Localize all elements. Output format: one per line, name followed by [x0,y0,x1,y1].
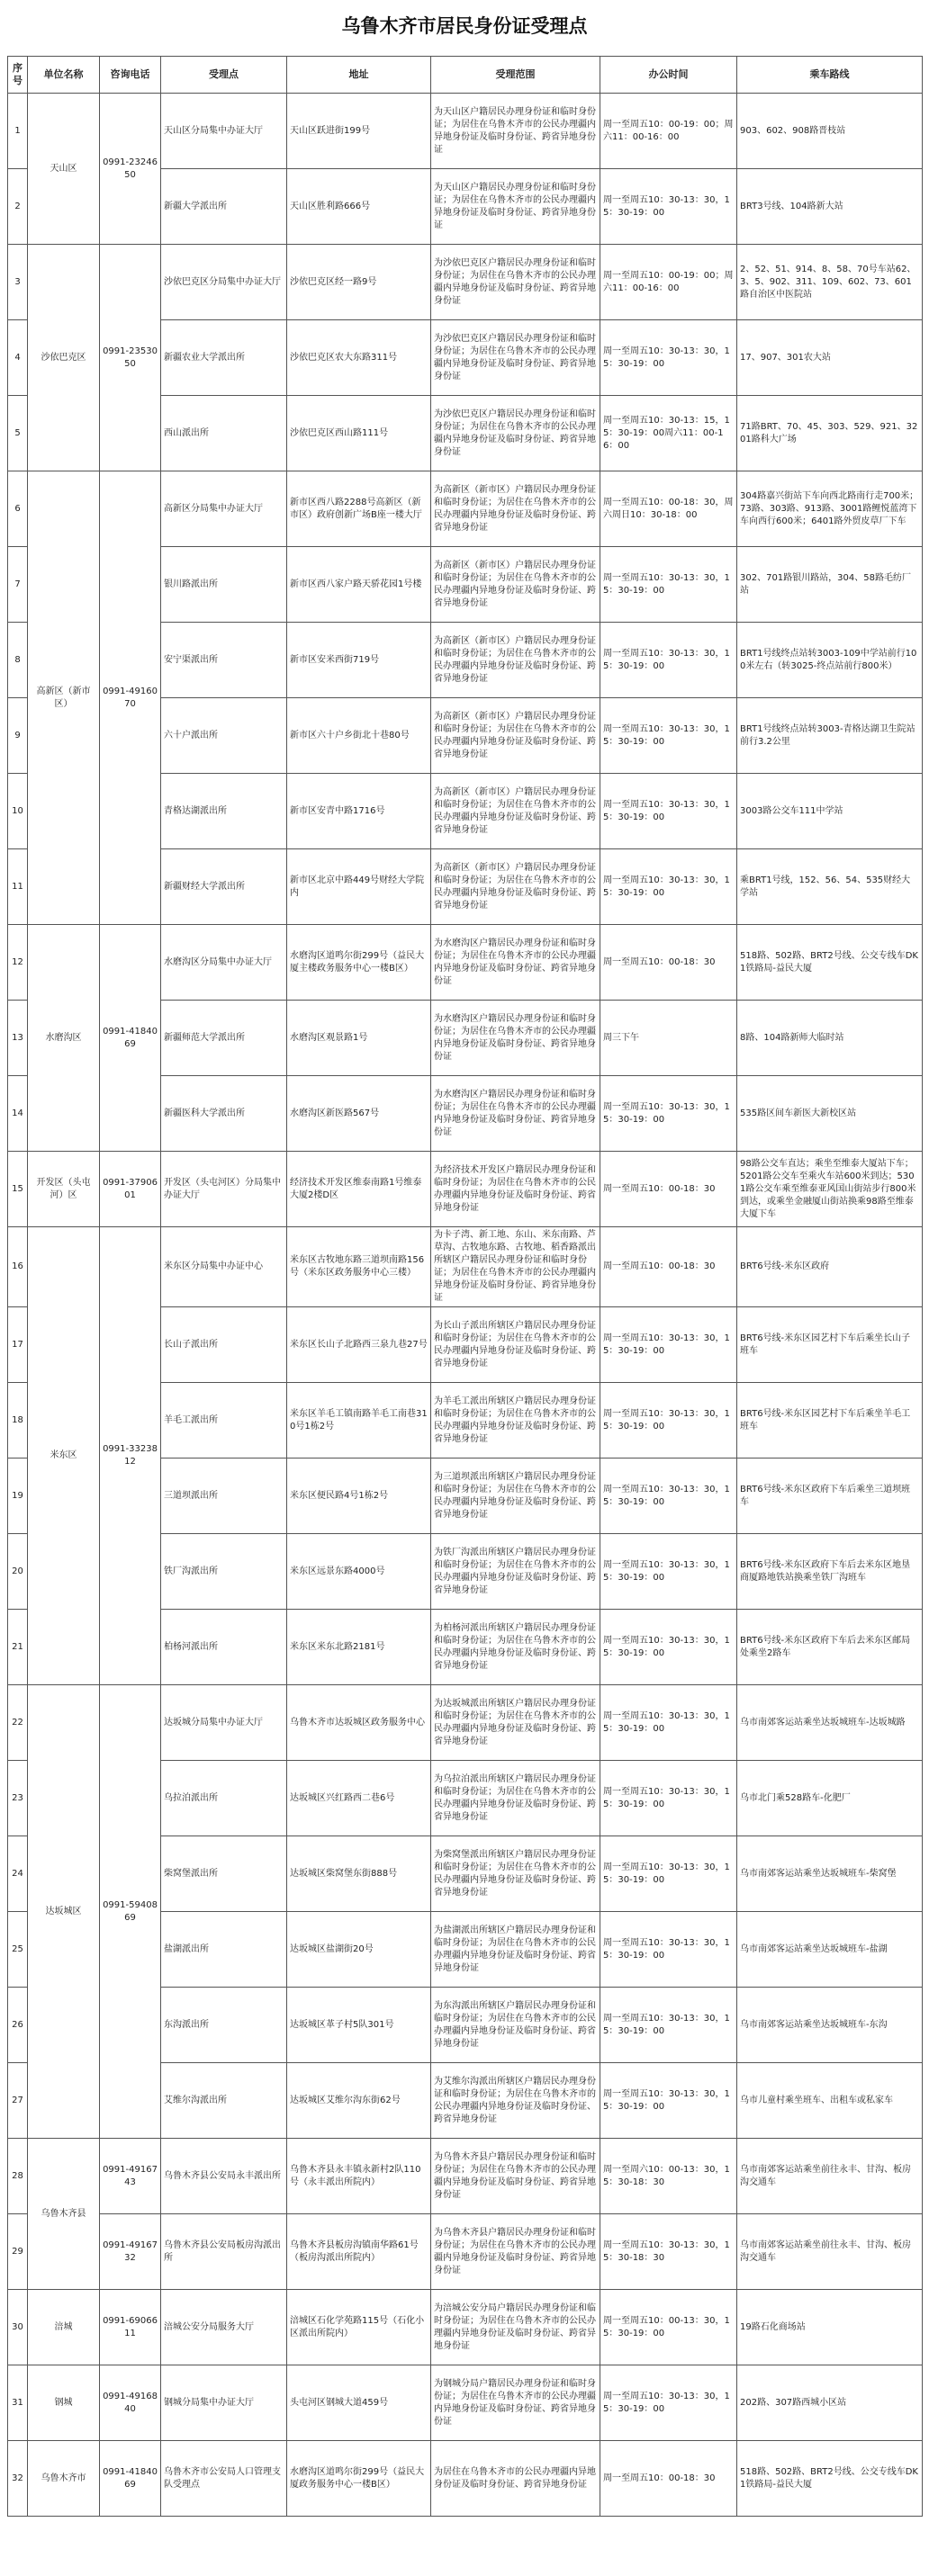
service-scope: 为盐湖派出所辖区户籍居民办理身份证和临时身份证；为居住在乌鲁木齐市的公民办理疆内异地身份证及临时身份证、跨省异地身份证 [431,1912,600,1988]
office-hours: 周一至周五10：30-13：30，15：30-19：00 [600,547,737,623]
address: 米东区古牧地东路三道坝南路156号（米东区政务服务中心三楼） [287,1227,431,1307]
row-number: 8 [8,623,28,698]
table-row [8,925,923,1001]
service-scope: 为居住在乌鲁木齐市的公民办理疆内异地身份证及临时身份证、跨省异地身份证 [431,2441,600,2517]
address: 新市区六十户乡街北十巷80号 [287,698,431,774]
service-scope: 为长山子派出所辖区户籍居民办理身份证和临时身份证；为居住在乌鲁木齐市的公民办理疆内异地身份证及临时身份证、跨省异地身份证 [431,1307,600,1383]
address: 沙依巴克区西山路111号 [287,396,431,471]
unit-name: 米东区 [28,1227,100,1685]
row-number: 1 [8,94,28,169]
address: 新市区北京中路449号财经大学院内 [287,849,431,925]
row-number: 19 [8,1459,28,1534]
service-scope: 为高新区（新市区）户籍居民办理身份证和临时身份证；为居住在乌鲁木齐市的公民办理疆内异地身份证及临时身份证、跨省异地身份证 [431,547,600,623]
office-hours: 周一至周五10：30-13：30，15：30-19：00 [600,1534,737,1610]
office-hours: 周一至周五10：00-18：30 [600,925,737,1001]
office-hours: 周一至周五10：30-13：30，15：30-19：00 [600,1836,737,1912]
table-body [8,94,923,2517]
service-point: 乌鲁木齐市公安局人口管理支队受理点 [161,2441,287,2517]
office-hours: 周一至周五10：30-13：30，15：30-19：00 [600,698,737,774]
row-number: 10 [8,774,28,849]
bus-route: BRT6号线-米东区政府下车后去米东区地垦商厦路地铁站换乘坐铁厂沟班车 [737,1534,923,1610]
consult-phone: 0991-3323812 [100,1227,161,1685]
service-scope: 为高新区（新市区）户籍居民办理身份证和临时身份证；为居住在乌鲁木齐市的公民办理疆内异地身份证及临时身份证、跨省异地身份证 [431,698,600,774]
address: 达坂城区盐湖街20号 [287,1912,431,1988]
address: 米东区羊毛工镇南路羊毛工南巷310号1栋2号 [287,1383,431,1459]
office-hours: 周一至周五10：30-13：30，15：30-19：00 [600,623,737,698]
service-point: 长山子派出所 [161,1307,287,1383]
office-hours: 周一至周五10：00-19：00；周六11：00-16：00 [600,245,737,320]
service-scope: 为柴窝堡派出所辖区户籍居民办理身份证和临时身份证；为居住在乌鲁木齐市的公民办理疆内异地身份证及临时身份证、跨省异地身份证 [431,1836,600,1912]
row-number: 6 [8,471,28,547]
bus-route: 乌市南郊客运站乘坐达坂城班车-达坂城路 [737,1685,923,1761]
office-hours: 周一至周五10：30-13：15，15：30-19：00周六11：00-16：00 [600,396,737,471]
address: 沙依巴克区经一路9号 [287,245,431,320]
consult-phone: 0991-4916743 [100,2139,161,2214]
office-hours: 周一至周五10：00-19：00；周六11：00-16：00 [600,94,737,169]
row-number: 5 [8,396,28,471]
consult-phone: 0991-4184069 [100,2441,161,2517]
service-scope: 为达坂城派出所辖区户籍居民办理身份证和临时身份证；为居住在乌鲁木齐市的公民办理疆内异地身份证及临时身份证、跨省异地身份证 [431,1685,600,1761]
header-point: 受理点 [161,57,287,94]
service-scope: 为水磨沟区户籍居民办理身份证和临时身份证；为居住在乌鲁木齐市的公民办理疆内异地身份证及临时身份证、跨省异地身份证 [431,925,600,1001]
service-point: 米东区分局集中办证中心 [161,1227,287,1307]
row-number: 30 [8,2290,28,2365]
bus-route: 乌市南郊客运站乘坐达坂城班车-盐湖 [737,1912,923,1988]
consult-phone: 0991-2353050 [100,245,161,471]
office-hours: 周一至周五10：30-13：30，15：30-19：00 [600,1383,737,1459]
office-hours: 周一至周六10：00-13：30，15：30-18：30 [600,2139,737,2214]
address: 沙依巴克区农大东路311号 [287,320,431,396]
office-hours: 周一至周五10：30-13：30，15：30-19：00 [600,774,737,849]
service-scope: 为经济技术开发区户籍居民办理身份证和临时身份证；为居住在乌鲁木齐市的公民办理疆内异地身份证及临时身份证、跨省异地身份证 [431,1152,600,1227]
row-number: 25 [8,1912,28,1988]
bus-route: 乌市南郊客运站乘坐达坂城班车-东沟 [737,1988,923,2063]
row-number: 32 [8,2441,28,2517]
bus-route: 304路嘉兴街站下车向西北路南行走700米；73路、303路、913路、3001路鲤悦蓝湾下车向西行600米；6401路外贸皮草厂下车 [737,471,923,547]
office-hours: 周一至周五10：30-13：30，15：30-19：00 [600,1912,737,1988]
bus-route: 乌市南郊客运站乘坐前往永丰、甘沟、板房沟交通车 [737,2139,923,2214]
service-scope: 为高新区（新市区）户籍居民办理身份证和临时身份证；为居住在乌鲁木齐市的公民办理疆内异地身份证及临时身份证、跨省异地身份证 [431,623,600,698]
address: 达坂城区柴窝堡东街888号 [287,1836,431,1912]
row-number: 20 [8,1534,28,1610]
address: 水磨沟区道鸣尔街299号（益民大厦主楼政务服务中心一楼B区） [287,925,431,1001]
table-row [8,2290,923,2365]
service-scope: 为乌鲁木齐县户籍居民办理身份证和临时身份证；为居住在乌鲁木齐市的公民办理疆内异地身份证及临时身份证、跨省异地身份证 [431,2139,600,2214]
service-scope: 为天山区户籍居民办理身份证和临时身份证；为居住在乌鲁木齐市的公民办理疆内异地身份证及临时身份证、跨省异地身份证 [431,94,600,169]
bus-route: 202路、307路西城小区站 [737,2365,923,2441]
service-point: 东沟派出所 [161,1988,287,2063]
office-hours: 周一至周五10：30-13：30，15：30-19：00 [600,1761,737,1836]
address: 天山区跃进街199号 [287,94,431,169]
service-point: 新疆财经大学派出所 [161,849,287,925]
service-points-table [7,56,923,2517]
service-scope: 为天山区户籍居民办理身份证和临时身份证；为居住在乌鲁木齐市的公民办理疆内异地身份证及临时身份证、跨省异地身份证 [431,169,600,245]
bus-route: BRT3号线、104路新大站 [737,169,923,245]
bus-route: 乘BRT1号线，152、56、54、535财经大学站 [737,849,923,925]
unit-name: 钢城 [28,2365,100,2441]
address: 新市区西八家户路天骄花园1号楼 [287,547,431,623]
header-phone: 咨询电话 [100,57,161,94]
row-number: 9 [8,698,28,774]
service-point: 柴窝堡派出所 [161,1836,287,1912]
office-hours: 周三下午 [600,1001,737,1076]
row-number: 28 [8,2139,28,2214]
header-route: 乘车路线 [737,57,923,94]
row-number: 27 [8,2063,28,2139]
service-point: 六十户派出所 [161,698,287,774]
document-title: 乌鲁木齐市居民身份证受理点 [341,15,588,37]
address: 米东区米东北路2181号 [287,1610,431,1685]
table-row [8,2214,923,2290]
bus-route: BRT6号线-米东区园艺村下车后乘坐长山子班车 [737,1307,923,1383]
row-number: 18 [8,1383,28,1459]
bus-route: BRT6号线-米东区政府 [737,1227,923,1307]
unit-name: 天山区 [28,94,100,245]
service-scope: 为高新区（新市区）户籍居民办理身份证和临时身份证；为居住在乌鲁木齐市的公民办理疆内异地身份证及临时身份证、跨省异地身份证 [431,774,600,849]
address: 涪城区石化学苑路115号（石化小区派出所院内） [287,2290,431,2365]
service-point: 安宁渠派出所 [161,623,287,698]
service-scope: 为卡子湾、新工地、东山、米东南路、芦草沟、古牧地东路、古牧地、稻香路派出所辖区户籍居民办理身份证和临时身份证；为居住在乌鲁木齐市的公民办理疆内异地身份证及临时身份证、跨省异地身份证 [431,1227,600,1307]
unit-name: 沙依巴克区 [28,245,100,471]
unit-name: 达坂城区 [28,1685,100,2139]
consult-phone: 0991-6906611 [100,2290,161,2365]
address: 新市区安青中路1716号 [287,774,431,849]
bus-route: 518路、502路、BRT2号线、公交专线车DK1铁路局-益民大厦 [737,2441,923,2517]
table-row [8,1685,923,1761]
service-point: 水磨沟区分局集中办证大厅 [161,925,287,1001]
service-scope: 为东沟派出所辖区户籍居民办理身份证和临时身份证；为居住在乌鲁木齐市的公民办理疆内异地身份证及临时身份证、跨省异地身份证 [431,1988,600,2063]
bus-route: 302、701路银川路站，304、58路毛纺厂站 [737,547,923,623]
bus-route: BRT6号线-米东区政府下车后去米东区邮局处乘坐2路车 [737,1610,923,1685]
office-hours: 周一至周五10：30-13：30，15：30-19：00 [600,1685,737,1761]
address: 米东区便民路4号1栋2号 [287,1459,431,1534]
table-row [8,1152,923,1227]
consult-phone: 0991-2324650 [100,94,161,245]
consult-phone: 0991-4916070 [100,471,161,925]
service-scope: 为羊毛工派出所辖区户籍居民办理身份证和临时身份证；为居住在乌鲁木齐市的公民办理疆内异地身份证及临时身份证、跨省异地身份证 [431,1383,600,1459]
address: 新市区西八路2288号高新区（新市区）政府创新广场B座一楼大厅 [287,471,431,547]
service-point: 达坂城分局集中办证大厅 [161,1685,287,1761]
bus-route: BRT6号线-米东区政府下车后乘坐三道坝班车 [737,1459,923,1534]
service-point: 开发区（头屯河区）分局集中办证大厅 [161,1152,287,1227]
row-number: 22 [8,1685,28,1761]
office-hours: 周一至周五10：30-13：30，15：30-19：00 [600,1307,737,1383]
header-unit: 单位名称 [28,57,100,94]
service-point: 钢城分局集中办证大厅 [161,2365,287,2441]
row-number: 24 [8,1836,28,1912]
service-point: 艾维尔沟派出所 [161,2063,287,2139]
table-row [8,471,923,547]
address: 头屯河区钢城大道459号 [287,2365,431,2441]
service-point: 新疆师范大学派出所 [161,1001,287,1076]
header-scope: 受理范围 [431,57,600,94]
table-row [8,2441,923,2517]
row-number: 17 [8,1307,28,1383]
office-hours: 周一至周五10：30-13：30，15：30-19：00 [600,1076,737,1152]
row-number: 31 [8,2365,28,2441]
header-hours: 办公时间 [600,57,737,94]
bus-route: 乌市北门乘528路车-化肥厂 [737,1761,923,1836]
unit-name: 开发区（头屯河）区 [28,1152,100,1227]
row-number: 4 [8,320,28,396]
header-address: 地址 [287,57,431,94]
row-number: 14 [8,1076,28,1152]
address: 达坂城区革子村5队301号 [287,1988,431,2063]
service-scope: 为乌鲁木齐县户籍居民办理身份证和临时身份证；为居住在乌鲁木齐市的公民办理疆内异地身份证及临时身份证、跨省异地身份证 [431,2214,600,2290]
service-point: 乌拉泊派出所 [161,1761,287,1836]
row-number: 21 [8,1610,28,1685]
service-point: 柏杨河派出所 [161,1610,287,1685]
service-scope: 为柏杨河派出所辖区户籍居民办理身份证和临时身份证；为居住在乌鲁木齐市的公民办理疆内异地身份证及临时身份证、跨省异地身份证 [431,1610,600,1685]
office-hours: 周一至周五10：00-18：30，周六周日10：30-18：00 [600,471,737,547]
service-point: 羊毛工派出所 [161,1383,287,1459]
office-hours: 周一至周五10：30-13：30，15：30-19：00 [600,2063,737,2139]
bus-route: BRT6号线-米东区园艺村下车后乘坐羊毛工班车 [737,1383,923,1459]
service-point: 天山区分局集中办证大厅 [161,94,287,169]
table-row [8,94,923,169]
bus-route: 3003路公交车111中学站 [737,774,923,849]
service-point: 银川路派出所 [161,547,287,623]
office-hours: 周一至周五10：30-13：30，15：30-19：00 [600,1459,737,1534]
address: 新市区安米西街719号 [287,623,431,698]
consult-phone: 0991-5940869 [100,1685,161,2139]
office-hours: 周一至周五10：30-13：30，15：30-19：00 [600,169,737,245]
unit-name: 水磨沟区 [28,925,100,1152]
service-point: 新疆大学派出所 [161,169,287,245]
office-hours: 周一至周五10：30-13：30，15：30-18：30 [600,2214,737,2290]
row-number: 26 [8,1988,28,2063]
service-scope: 为高新区（新市区）户籍居民办理身份证和临时身份证；为居住在乌鲁木齐市的公民办理疆内异地身份证及临时身份证、跨省异地身份证 [431,849,600,925]
address: 水磨沟区新医路567号 [287,1076,431,1152]
bus-route: 2、52、51、914、8、58、70号车站62、3、5、902、311、109、602、73、601路自治区中医院站 [737,245,923,320]
table-row [8,1227,923,1307]
unit-name: 涪城 [28,2290,100,2365]
table-row [8,2139,923,2214]
service-point: 高新区分局集中办证大厅 [161,471,287,547]
bus-route: 19路石化商场站 [737,2290,923,2365]
bus-route: 乌市南郊客运站乘坐达坂城班车-柴窝堡 [737,1836,923,1912]
service-point: 新疆农业大学派出所 [161,320,287,396]
address: 达坂城区艾维尔沟东街62号 [287,2063,431,2139]
header-no: 序号 [8,57,28,94]
office-hours: 周一至周五10：00-18：30 [600,1152,737,1227]
service-point: 乌鲁木齐县公安局板房沟派出所 [161,2214,287,2290]
consult-phone: 0991-4184069 [100,925,161,1152]
office-hours: 周一至周五10：00-13：30，15：30-19：00 [600,2290,737,2365]
address: 经济技术开发区维泰南路1号维泰大厦2楼D区 [287,1152,431,1227]
service-point: 铁厂沟派出所 [161,1534,287,1610]
service-scope: 为水磨沟区户籍居民办理身份证和临时身份证；为居住在乌鲁木齐市的公民办理疆内异地身份证及临时身份证、跨省异地身份证 [431,1001,600,1076]
row-number: 2 [8,169,28,245]
service-scope: 为乌拉泊派出所辖区户籍居民办理身份证和临时身份证；为居住在乌鲁木齐市的公民办理疆内异地身份证及临时身份证、跨省异地身份证 [431,1761,600,1836]
office-hours: 周一至周五10：00-18：30 [600,1227,737,1307]
unit-name: 乌鲁木齐市 [28,2441,100,2517]
service-scope: 为钢城分局户籍居民办理身份证和临时身份证；为居住在乌鲁木齐市的公民办理疆内异地身份证及临时身份证、跨省异地身份证 [431,2365,600,2441]
address: 米东区远景东路4000号 [287,1534,431,1610]
table-header-row [8,57,923,94]
row-number: 3 [8,245,28,320]
consult-phone: 0991-4916732 [100,2214,161,2290]
row-number: 11 [8,849,28,925]
service-scope: 为高新区（新市区）户籍居民办理身份证和临时身份证；为居住在乌鲁木齐市的公民办理疆内异地身份证及临时身份证、跨省异地身份证 [431,471,600,547]
address: 水磨沟区观景路1号 [287,1001,431,1076]
service-scope: 为沙依巴克区户籍居民办理身份证和临时身份证；为居住在乌鲁木齐市的公民办理疆内异地身份证及临时身份证、跨省异地身份证 [431,396,600,471]
row-number: 29 [8,2214,28,2290]
bus-route: 乌市儿童村乘坐班车、出租车或私家车 [737,2063,923,2139]
service-scope: 为沙依巴克区户籍居民办理身份证和临时身份证；为居住在乌鲁木齐市的公民办理疆内异地身份证及临时身份证、跨省异地身份证 [431,320,600,396]
address: 米东区长山子北路西三泉九巷27号 [287,1307,431,1383]
service-point: 青格达湖派出所 [161,774,287,849]
bus-route: 903、602、908路晋枝站 [737,94,923,169]
row-number: 7 [8,547,28,623]
consult-phone: 0991-4916840 [100,2365,161,2441]
service-scope: 为水磨沟区户籍居民办理身份证和临时身份证；为居住在乌鲁木齐市的公民办理疆内异地身份证及临时身份证、跨省异地身份证 [431,1076,600,1152]
address: 乌鲁木齐县永丰镇永新村2队110号（永丰派出所院内） [287,2139,431,2214]
bus-route: 乌市南郊客运站乘坐前往永丰、甘沟、板房沟交通车 [737,2214,923,2290]
service-scope: 为艾维尔沟派出所辖区户籍居民办理身份证和临时身份证；为居住在乌鲁木齐市的公民办理疆内异地身份证及临时身份证、跨省异地身份证 [431,2063,600,2139]
consult-phone: 0991-3790601 [100,1152,161,1227]
bus-route: 518路、502路、BRT2号线、公交专线车DK1铁路局-益民大厦 [737,925,923,1001]
bus-route: 8路、104路新师大临时站 [737,1001,923,1076]
service-point: 涪城公安分局服务大厅 [161,2290,287,2365]
address: 乌鲁木齐市达坂城区政务服务中心 [287,1685,431,1761]
service-point: 西山派出所 [161,396,287,471]
row-number: 15 [8,1152,28,1227]
bus-route: 71路BRT、70、45、303、529、921、3201路科大广场 [737,396,923,471]
row-number: 16 [8,1227,28,1307]
address: 天山区胜利路666号 [287,169,431,245]
table-row [8,245,923,320]
unit-name: 高新区（新市区） [28,471,100,925]
bus-route: 98路公交车直达；乘坐至维泰大厦站下车；5201路公交车至乘火车站600米到达；5301路公交车乘至维泰亚风国山街站步行800米到达，或乘坐金融厦山街站换乘98路至维泰大厦下车 [737,1152,923,1227]
service-point: 沙依巴克区分局集中办证大厅 [161,245,287,320]
bus-route: BRT1号线终点站转3003-青格达湖卫生院站前行3.2公里 [737,698,923,774]
service-scope: 为三道坝派出所辖区户籍居民办理身份证和临时身份证；为居住在乌鲁木齐市的公民办理疆内异地身份证及临时身份证、跨省异地身份证 [431,1459,600,1534]
office-hours: 周一至周五10：30-13：30，15：30-19：00 [600,1988,737,2063]
service-scope: 为铁厂沟派出所辖区户籍居民办理身份证和临时身份证；为居住在乌鲁木齐市的公民办理疆内异地身份证及临时身份证、跨省异地身份证 [431,1534,600,1610]
office-hours: 周一至周五10：00-18：30 [600,2441,737,2517]
office-hours: 周一至周五10：30-13：30，15：30-19：00 [600,320,737,396]
service-scope: 为沙依巴克区户籍居民办理身份证和临时身份证；为居住在乌鲁木齐市的公民办理疆内异地身份证及临时身份证、跨省异地身份证 [431,245,600,320]
address: 乌鲁木齐县板房沟镇南华路61号（板房沟派出所院内） [287,2214,431,2290]
service-scope: 为涪城公安分局户籍居民办理身份证和临时身份证；为居住在乌鲁木齐市的公民办理疆内异地身份证及临时身份证、跨省异地身份证 [431,2290,600,2365]
bus-route: BRT1号线终点站转3003-109中学站前行100米左右（转3025-终点站前行800米） [737,623,923,698]
row-number: 23 [8,1761,28,1836]
bus-route: 535路区间车新医大新校区站 [737,1076,923,1152]
office-hours: 周一至周五10：30-13：30，15：30-19：00 [600,2365,737,2441]
bus-route: 17、907、301农大站 [737,320,923,396]
row-number: 12 [8,925,28,1001]
row-number: 13 [8,1001,28,1076]
table-row [8,2365,923,2441]
unit-name: 乌鲁木齐县 [28,2139,100,2290]
service-point: 新疆医科大学派出所 [161,1076,287,1152]
address: 水磨沟区道鸣尔街299号（益民大厦政务服务中心一楼B区） [287,2441,431,2517]
service-point: 乌鲁木齐县公安局永丰派出所 [161,2139,287,2214]
service-point: 三道坝派出所 [161,1459,287,1534]
address: 达坂城区兴红路西二巷6号 [287,1761,431,1836]
service-point: 盐湖派出所 [161,1912,287,1988]
office-hours: 周一至周五10：30-13：30，15：30-19：00 [600,1610,737,1685]
office-hours: 周一至周五10：30-13：30，15：30-19：00 [600,849,737,925]
